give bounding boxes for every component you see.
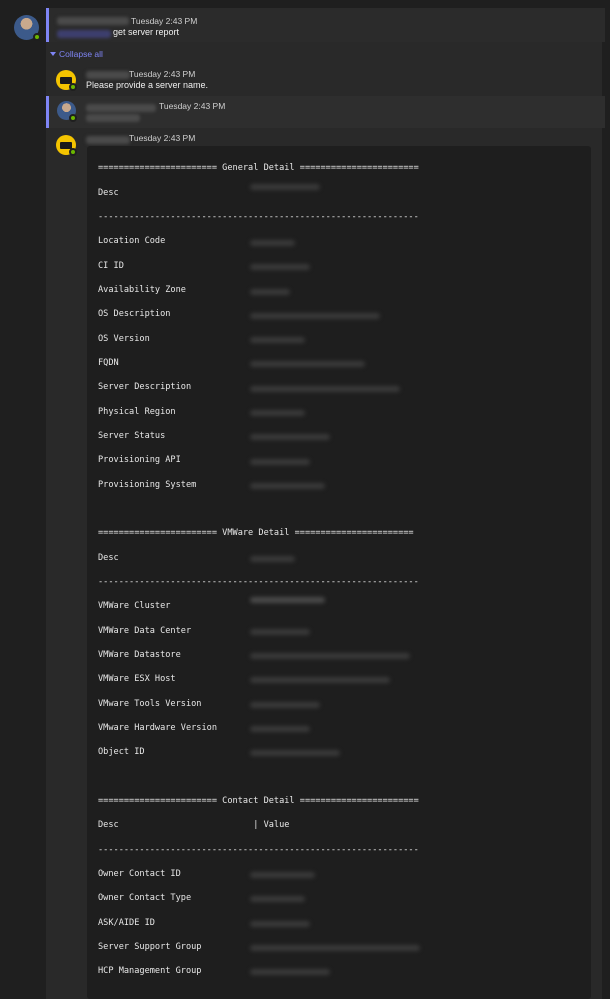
value-redacted (250, 677, 390, 683)
value-redacted (250, 459, 310, 465)
field-availability-zone: Availability Zone (98, 285, 186, 295)
field-server-support-group: Server Support Group (98, 942, 202, 952)
presence-available-icon (33, 33, 41, 41)
separator-line: -------------------------------------------------------------- (98, 577, 419, 587)
section-header-vmware: ======================= VMWare Detail ======================= (98, 528, 414, 538)
field-owner-contact-type: Owner Contact Type (98, 893, 192, 903)
message-timestamp: Tuesday 2:43 PM (129, 69, 196, 79)
value-redacted (250, 653, 410, 659)
value-redacted (250, 184, 320, 190)
separator-line: -------------------------------------------------------------- (98, 845, 419, 855)
column-header-desc-value: Desc | Value (98, 820, 290, 830)
value-redacted (250, 629, 310, 635)
value-redacted (250, 483, 325, 489)
field-vmware-esx-host: VMWare ESX Host (98, 674, 176, 684)
mention-redacted (57, 30, 111, 38)
value-redacted (250, 597, 325, 603)
root-message[interactable] (46, 8, 605, 42)
field-physical-region: Physical Region (98, 407, 176, 417)
section-header-contact: ======================= Contact Detail ======================= (98, 796, 419, 806)
value-redacted (250, 872, 315, 878)
field-location-code: Location Code (98, 236, 166, 246)
presence-available-icon (69, 148, 77, 156)
field-object-id: Object ID (98, 747, 145, 757)
collapse-all-button[interactable] (50, 49, 103, 59)
value-redacted (250, 969, 330, 975)
field-server-status: Server Status (98, 431, 166, 441)
value-redacted (250, 896, 305, 902)
field-vmware-cluster: VMWare Cluster (98, 601, 171, 611)
value-redacted (250, 361, 365, 367)
value-redacted (250, 313, 380, 319)
field-provisioning-api: Provisioning API (98, 455, 181, 465)
sender-name-redacted (86, 136, 130, 144)
presence-available-icon (69, 114, 77, 122)
field-vmware-datastore: VMWare Datastore (98, 650, 181, 660)
reply-message[interactable] (46, 96, 605, 128)
field-provisioning-system: Provisioning System (98, 480, 197, 490)
field-os-version: OS Version (98, 334, 150, 344)
value-redacted (250, 945, 420, 951)
field-ci-id: CI ID (98, 261, 124, 271)
value-redacted (250, 921, 310, 927)
value-redacted (250, 410, 305, 416)
field-fqdn: FQDN (98, 358, 119, 368)
chevron-down-icon (50, 52, 56, 56)
value-redacted (250, 289, 290, 295)
field-os-description: OS Description (98, 309, 171, 319)
value-redacted (250, 750, 340, 756)
message-timestamp: Tuesday 2:43 PM (131, 16, 198, 26)
message-timestamp: Tuesday 2:43 PM (159, 101, 226, 111)
message-timestamp: Tuesday 2:43 PM (129, 133, 196, 143)
section-header-general: ======================= General Detail ======================= (98, 163, 419, 173)
field-hcp-management-group: HCP Management Group (98, 966, 202, 976)
sender-name-redacted (57, 17, 129, 25)
value-redacted (250, 726, 310, 732)
field-ask-aide-id: ASK/AIDE ID (98, 918, 155, 928)
message-text: get server report (113, 27, 180, 37)
field-vmware-hardware-version: VMware Hardware Version (98, 723, 217, 733)
sender-name-redacted (86, 104, 156, 112)
field-server-description: Server Description (98, 382, 192, 392)
value-redacted (250, 556, 295, 562)
message-text: Please provide a server name. (86, 80, 209, 90)
column-header-desc: Desc (98, 188, 119, 198)
message-text-redacted (86, 114, 140, 122)
value-redacted (250, 386, 400, 392)
value-redacted (250, 702, 320, 708)
presence-available-icon (69, 83, 77, 91)
column-header-desc: Desc (98, 553, 119, 563)
collapse-all-label: Collapse all (59, 49, 103, 59)
field-owner-contact-id: Owner Contact ID (98, 869, 181, 879)
value-redacted (250, 337, 305, 343)
value-redacted (250, 434, 330, 440)
value-redacted (250, 240, 295, 246)
sender-name-redacted (86, 71, 130, 79)
separator-line: -------------------------------------------------------------- (98, 212, 419, 222)
field-vmware-data-center: VMWare Data Center (98, 626, 192, 636)
field-vmware-tools-version: VMware Tools Version (98, 699, 202, 709)
value-redacted (250, 264, 310, 270)
